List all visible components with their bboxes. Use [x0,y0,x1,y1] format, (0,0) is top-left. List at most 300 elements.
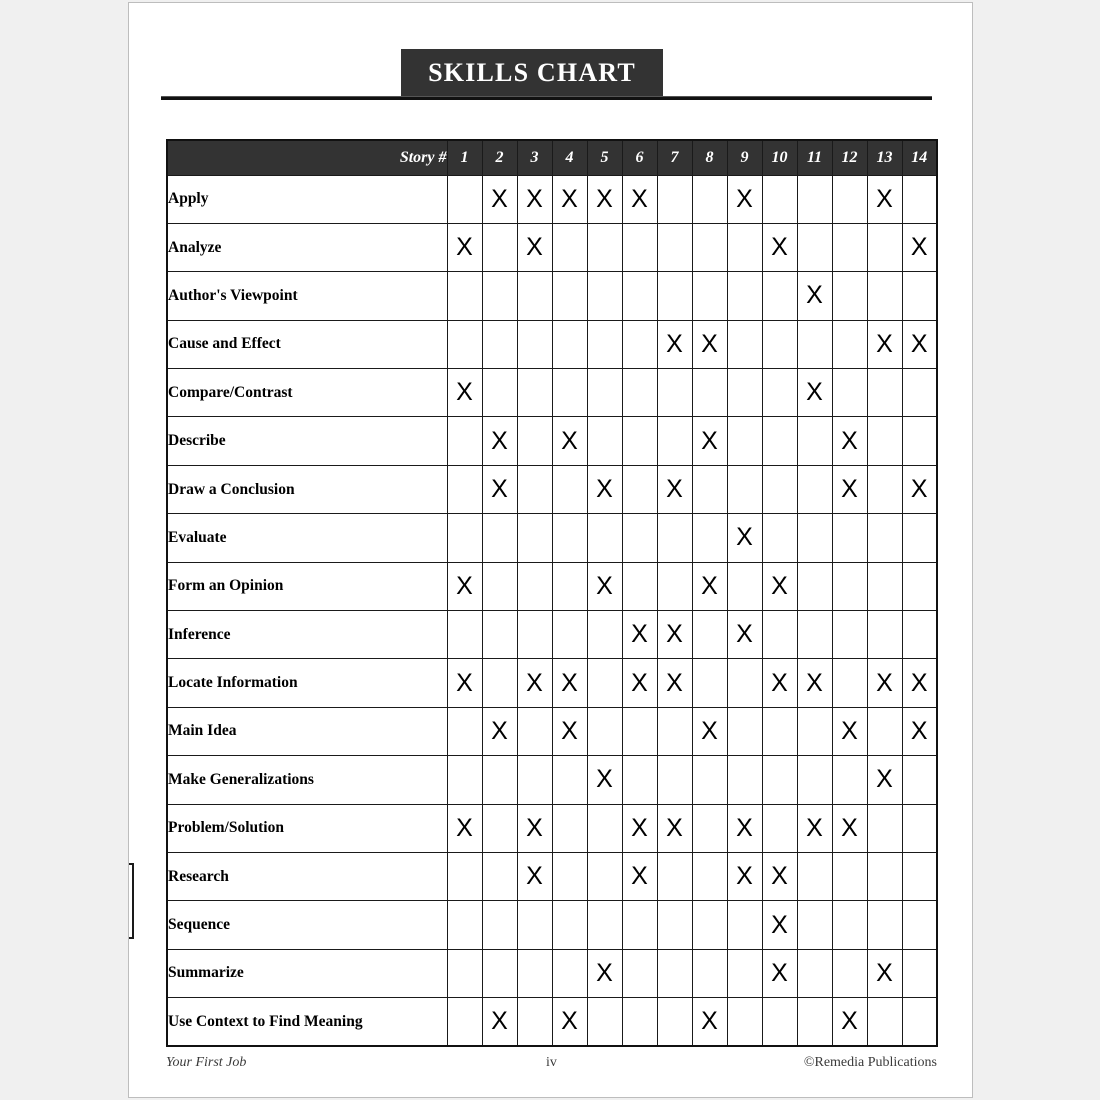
skill-mark-cell[interactable] [867,223,902,271]
footer-book-title: Your First Job [166,1055,247,1070]
skill-mark-cell[interactable]: X [762,949,797,997]
skill-mark-cell[interactable] [727,756,762,804]
skill-mark-cell[interactable]: X [727,514,762,562]
skill-mark-cell[interactable] [482,659,517,707]
skill-mark-cell[interactable] [482,272,517,320]
skill-mark-cell[interactable] [867,272,902,320]
skill-mark-cell[interactable] [902,804,937,852]
skill-mark-cell[interactable] [517,707,552,755]
skill-mark-cell[interactable] [692,804,727,852]
skill-mark-cell[interactable] [727,998,762,1046]
skill-mark-cell[interactable]: X [762,852,797,900]
story-column-header-5: 5 [587,140,622,175]
skill-mark-cell[interactable] [727,320,762,368]
skill-mark-cell[interactable] [657,417,692,465]
skill-mark-cell[interactable] [587,369,622,417]
skill-label: Use Context to Find Meaning [167,998,447,1046]
skill-mark-cell[interactable]: X [797,659,832,707]
skill-mark-cell[interactable]: X [867,756,902,804]
skill-mark-cell[interactable]: X [552,998,587,1046]
skill-mark-cell[interactable] [622,949,657,997]
skill-mark-cell[interactable]: X [692,417,727,465]
header-row [167,140,937,175]
skill-mark-cell[interactable] [902,998,937,1046]
skill-mark-cell[interactable] [587,514,622,562]
skill-mark-cell[interactable] [692,611,727,659]
skill-mark-cell[interactable] [797,465,832,513]
skill-mark-cell[interactable]: X [832,998,867,1046]
skill-mark-cell[interactable] [657,369,692,417]
skill-mark-cell[interactable]: X [622,611,657,659]
skill-mark-cell[interactable] [797,707,832,755]
skill-mark-cell[interactable] [447,707,482,755]
skill-mark-cell[interactable]: X [552,659,587,707]
skill-mark-cell[interactable] [692,223,727,271]
skill-mark-cell[interactable]: X [447,562,482,610]
skill-mark-cell[interactable] [902,562,937,610]
skill-mark-cell[interactable] [832,514,867,562]
skill-mark-cell[interactable] [517,369,552,417]
skill-mark-cell[interactable]: X [482,998,517,1046]
table-row [167,901,937,949]
skill-label: Cause and Effect [167,320,447,368]
skill-mark-cell[interactable] [657,707,692,755]
skill-mark-cell[interactable] [482,852,517,900]
table-row [167,465,937,513]
skill-mark-cell[interactable]: X [762,562,797,610]
skill-mark-cell[interactable] [552,369,587,417]
skill-mark-cell[interactable] [727,562,762,610]
skill-mark-cell[interactable] [482,223,517,271]
skill-label: Research [167,852,447,900]
skill-mark-cell[interactable] [552,465,587,513]
skill-mark-cell[interactable] [797,417,832,465]
skill-mark-cell[interactable] [552,611,587,659]
skill-mark-cell[interactable] [622,417,657,465]
skill-mark-cell[interactable] [447,611,482,659]
skill-mark-cell[interactable] [447,949,482,997]
skill-mark-cell[interactable]: X [657,804,692,852]
skill-mark-cell[interactable] [622,320,657,368]
skill-mark-cell[interactable] [622,562,657,610]
skill-mark-cell[interactable] [902,369,937,417]
skill-mark-cell[interactable] [517,611,552,659]
title-area [129,49,973,105]
skill-mark-cell[interactable] [657,514,692,562]
skill-mark-cell[interactable]: X [797,369,832,417]
skill-mark-cell[interactable]: X [832,707,867,755]
skill-mark-cell[interactable] [797,901,832,949]
skill-mark-cell[interactable] [727,465,762,513]
skill-mark-cell[interactable] [832,901,867,949]
story-number-header-label: Story # [167,140,447,175]
skill-mark-cell[interactable]: X [867,659,902,707]
skill-mark-cell[interactable] [622,514,657,562]
skill-mark-cell[interactable] [517,562,552,610]
skill-mark-cell[interactable]: X [727,175,762,223]
skill-mark-cell[interactable] [727,369,762,417]
skill-mark-cell[interactable] [727,659,762,707]
skill-mark-cell[interactable] [517,417,552,465]
skill-label: Main Idea [167,707,447,755]
skill-mark-cell[interactable] [552,272,587,320]
skill-mark-cell[interactable] [902,756,937,804]
table-row [167,949,937,997]
skill-mark-cell[interactable]: X [517,223,552,271]
skill-mark-cell[interactable] [692,949,727,997]
skill-mark-cell[interactable] [657,852,692,900]
skill-mark-cell[interactable]: X [692,998,727,1046]
skill-mark-cell[interactable] [797,611,832,659]
skill-mark-cell[interactable]: X [482,707,517,755]
skill-mark-cell[interactable] [482,369,517,417]
skill-mark-cell[interactable] [517,756,552,804]
skill-mark-cell[interactable]: X [447,659,482,707]
skill-mark-cell[interactable]: X [832,465,867,513]
skill-mark-cell[interactable]: X [552,175,587,223]
skill-mark-cell[interactable]: X [867,949,902,997]
skill-mark-cell[interactable] [587,707,622,755]
skill-mark-cell[interactable] [657,175,692,223]
table-row [167,756,937,804]
skill-mark-cell[interactable]: X [692,562,727,610]
skill-mark-cell[interactable]: X [517,804,552,852]
skill-mark-cell[interactable] [762,804,797,852]
skill-mark-cell[interactable] [797,756,832,804]
skill-mark-cell[interactable] [832,852,867,900]
skill-mark-cell[interactable] [657,562,692,610]
skill-mark-cell[interactable] [797,514,832,562]
skill-mark-cell[interactable] [902,852,937,900]
skill-mark-cell[interactable] [762,175,797,223]
skill-mark-cell[interactable] [552,949,587,997]
skill-mark-cell[interactable]: X [902,465,937,513]
skill-mark-cell[interactable] [552,320,587,368]
skill-mark-cell[interactable] [902,175,937,223]
skill-mark-cell[interactable]: X [832,417,867,465]
skill-mark-cell[interactable] [552,223,587,271]
skill-mark-cell[interactable] [727,707,762,755]
skill-mark-cell[interactable] [552,901,587,949]
skill-mark-cell[interactable] [692,369,727,417]
skill-mark-cell[interactable]: X [902,707,937,755]
skill-mark-cell[interactable]: X [482,465,517,513]
skill-label: Apply [167,175,447,223]
skill-mark-cell[interactable] [762,320,797,368]
skill-mark-cell[interactable]: X [622,804,657,852]
skill-mark-cell[interactable] [587,804,622,852]
skill-mark-cell[interactable] [797,175,832,223]
skill-mark-cell[interactable] [832,369,867,417]
skill-mark-cell[interactable] [517,320,552,368]
footer-page-number: iv [546,1055,557,1070]
table-row [167,998,937,1046]
skill-mark-cell[interactable] [587,417,622,465]
skill-mark-cell[interactable]: X [447,369,482,417]
skill-mark-cell[interactable]: X [517,175,552,223]
skill-mark-cell[interactable]: X [797,804,832,852]
skill-mark-cell[interactable] [587,272,622,320]
story-column-header-10: 10 [762,140,797,175]
skill-mark-cell[interactable] [587,998,622,1046]
skill-mark-cell[interactable] [482,756,517,804]
skill-mark-cell[interactable] [657,901,692,949]
skill-mark-cell[interactable] [587,320,622,368]
skill-mark-cell[interactable] [832,320,867,368]
skill-mark-cell[interactable] [447,756,482,804]
skill-mark-cell[interactable]: X [587,175,622,223]
skill-mark-cell[interactable] [832,659,867,707]
skill-mark-cell[interactable] [552,756,587,804]
skill-mark-cell[interactable] [867,465,902,513]
skill-mark-cell[interactable]: X [482,175,517,223]
story-column-header-7: 7 [657,140,692,175]
skill-mark-cell[interactable] [832,611,867,659]
skill-mark-cell[interactable]: X [727,804,762,852]
story-column-header-1: 1 [447,140,482,175]
skill-mark-cell[interactable] [902,417,937,465]
skill-label: Make Generalizations [167,756,447,804]
skill-mark-cell[interactable] [727,272,762,320]
skill-mark-cell[interactable] [867,901,902,949]
skill-mark-cell[interactable]: X [517,852,552,900]
skill-mark-cell[interactable] [447,901,482,949]
footer-publisher: ©Remedia Publications [803,1055,937,1070]
skill-label: Compare/Contrast [167,369,447,417]
skill-mark-cell[interactable] [622,707,657,755]
skill-mark-cell[interactable]: X [622,659,657,707]
skill-label: Sequence [167,901,447,949]
skill-mark-cell[interactable] [867,852,902,900]
skill-mark-cell[interactable] [622,998,657,1046]
skill-mark-cell[interactable] [762,514,797,562]
table-row [167,852,937,900]
skill-mark-cell[interactable] [797,998,832,1046]
skill-mark-cell[interactable] [762,465,797,513]
table-row [167,369,937,417]
skill-mark-cell[interactable] [622,465,657,513]
skill-mark-cell[interactable] [762,417,797,465]
skill-mark-cell[interactable] [517,949,552,997]
table-row [167,804,937,852]
skill-mark-cell[interactable]: X [657,659,692,707]
skill-mark-cell[interactable] [762,611,797,659]
skill-mark-cell[interactable] [447,175,482,223]
skill-mark-cell[interactable] [832,562,867,610]
skill-label: Form an Opinion [167,562,447,610]
skill-mark-cell[interactable]: X [657,465,692,513]
story-column-header-4: 4 [552,140,587,175]
skill-mark-cell[interactable] [622,901,657,949]
skill-mark-cell[interactable] [622,272,657,320]
skill-mark-cell[interactable]: X [657,611,692,659]
skill-mark-cell[interactable] [692,514,727,562]
story-column-header-12: 12 [832,140,867,175]
skill-mark-cell[interactable]: X [692,320,727,368]
skill-mark-cell[interactable]: X [692,707,727,755]
skill-mark-cell[interactable] [517,272,552,320]
skill-mark-cell[interactable] [692,175,727,223]
skill-mark-cell[interactable] [482,320,517,368]
skill-mark-cell[interactable] [692,852,727,900]
skill-mark-cell[interactable] [622,369,657,417]
skill-mark-cell[interactable] [867,514,902,562]
skill-mark-cell[interactable] [482,901,517,949]
skill-mark-cell[interactable] [867,562,902,610]
skills-table-container [166,139,937,1047]
story-column-header-13: 13 [867,140,902,175]
skill-mark-cell[interactable] [482,611,517,659]
skill-mark-cell[interactable] [587,611,622,659]
skill-mark-cell[interactable] [762,998,797,1046]
skill-mark-cell[interactable] [692,272,727,320]
skill-mark-cell[interactable] [587,901,622,949]
skill-mark-cell[interactable]: X [727,852,762,900]
skill-mark-cell[interactable]: X [587,756,622,804]
table-row [167,417,937,465]
story-column-header-9: 9 [727,140,762,175]
skill-mark-cell[interactable] [447,852,482,900]
skill-mark-cell[interactable] [657,272,692,320]
skill-mark-cell[interactable] [727,949,762,997]
skill-mark-cell[interactable]: X [832,804,867,852]
skill-mark-cell[interactable] [902,949,937,997]
skill-mark-cell[interactable]: X [797,272,832,320]
skill-mark-cell[interactable]: X [447,223,482,271]
skill-mark-cell[interactable] [797,562,832,610]
skill-mark-cell[interactable] [447,465,482,513]
skill-mark-cell[interactable]: X [622,175,657,223]
skill-mark-cell[interactable] [727,223,762,271]
skill-mark-cell[interactable]: X [587,949,622,997]
skill-mark-cell[interactable] [832,223,867,271]
skill-mark-cell[interactable]: X [657,320,692,368]
skill-mark-cell[interactable] [692,901,727,949]
skill-mark-cell[interactable]: X [867,175,902,223]
skill-mark-cell[interactable] [552,562,587,610]
table-row [167,562,937,610]
skill-mark-cell[interactable]: X [517,659,552,707]
skill-mark-cell[interactable] [797,852,832,900]
skill-mark-cell[interactable] [867,998,902,1046]
skill-mark-cell[interactable] [902,514,937,562]
skill-mark-cell[interactable] [517,901,552,949]
skill-mark-cell[interactable] [552,804,587,852]
skills-chart-table [166,139,938,1047]
skill-mark-cell[interactable] [517,465,552,513]
skill-mark-cell[interactable]: X [902,659,937,707]
skill-mark-cell[interactable] [447,417,482,465]
skill-mark-cell[interactable]: X [902,223,937,271]
skill-mark-cell[interactable] [447,272,482,320]
skill-mark-cell[interactable] [727,901,762,949]
skill-label: Describe [167,417,447,465]
skill-mark-cell[interactable] [482,949,517,997]
skill-mark-cell[interactable] [692,465,727,513]
skill-label: Evaluate [167,514,447,562]
skill-mark-cell[interactable] [692,756,727,804]
skill-mark-cell[interactable]: X [587,465,622,513]
skill-mark-cell[interactable] [762,272,797,320]
skill-mark-cell[interactable] [447,998,482,1046]
skill-mark-cell[interactable]: X [727,611,762,659]
skill-mark-cell[interactable] [482,804,517,852]
skill-mark-cell[interactable] [867,611,902,659]
skill-mark-cell[interactable] [902,272,937,320]
skill-mark-cell[interactable] [902,901,937,949]
skill-mark-cell[interactable]: X [552,707,587,755]
story-column-header-8: 8 [692,140,727,175]
skill-mark-cell[interactable] [692,659,727,707]
skill-mark-cell[interactable]: X [902,320,937,368]
skill-mark-cell[interactable] [727,417,762,465]
table-row [167,611,937,659]
skill-mark-cell[interactable] [587,852,622,900]
skill-mark-cell[interactable]: X [587,562,622,610]
skill-mark-cell[interactable] [902,611,937,659]
skill-mark-cell[interactable] [867,417,902,465]
skill-mark-cell[interactable]: X [482,417,517,465]
skill-mark-cell[interactable] [867,369,902,417]
table-row [167,320,937,368]
story-column-header-3: 3 [517,140,552,175]
table-row [167,659,937,707]
skill-mark-cell[interactable] [657,223,692,271]
skill-mark-cell[interactable] [622,223,657,271]
skill-mark-cell[interactable] [447,514,482,562]
skill-mark-cell[interactable] [552,852,587,900]
skill-mark-cell[interactable] [482,514,517,562]
table-row [167,175,937,223]
skill-mark-cell[interactable] [622,756,657,804]
skill-mark-cell[interactable] [762,756,797,804]
skill-mark-cell[interactable] [762,369,797,417]
skill-mark-cell[interactable]: X [762,901,797,949]
skill-mark-cell[interactable] [867,804,902,852]
skill-mark-cell[interactable] [517,514,552,562]
skill-mark-cell[interactable] [657,949,692,997]
skill-mark-cell[interactable] [587,223,622,271]
skill-mark-cell[interactable] [797,320,832,368]
skill-mark-cell[interactable] [587,659,622,707]
skill-mark-cell[interactable]: X [447,804,482,852]
skill-mark-cell[interactable] [797,223,832,271]
skill-mark-cell[interactable]: X [622,852,657,900]
title-divider-rule [161,96,932,100]
skill-mark-cell[interactable] [832,272,867,320]
skill-label: Problem/Solution [167,804,447,852]
story-column-header-2: 2 [482,140,517,175]
skill-mark-cell[interactable] [762,707,797,755]
story-column-header-14: 14 [902,140,937,175]
skill-mark-cell[interactable] [832,175,867,223]
skill-mark-cell[interactable] [867,707,902,755]
skill-mark-cell[interactable] [552,514,587,562]
skill-mark-cell[interactable] [447,320,482,368]
skill-mark-cell[interactable]: X [762,659,797,707]
skill-mark-cell[interactable]: X [867,320,902,368]
skill-mark-cell[interactable] [657,756,692,804]
table-header [167,140,937,175]
skill-mark-cell[interactable] [517,998,552,1046]
skill-mark-cell[interactable] [482,562,517,610]
skill-mark-cell[interactable]: X [762,223,797,271]
skill-mark-cell[interactable] [797,949,832,997]
skill-mark-cell[interactable] [832,756,867,804]
skill-mark-cell[interactable] [832,949,867,997]
skill-mark-cell[interactable] [657,998,692,1046]
skill-mark-cell[interactable]: X [552,417,587,465]
